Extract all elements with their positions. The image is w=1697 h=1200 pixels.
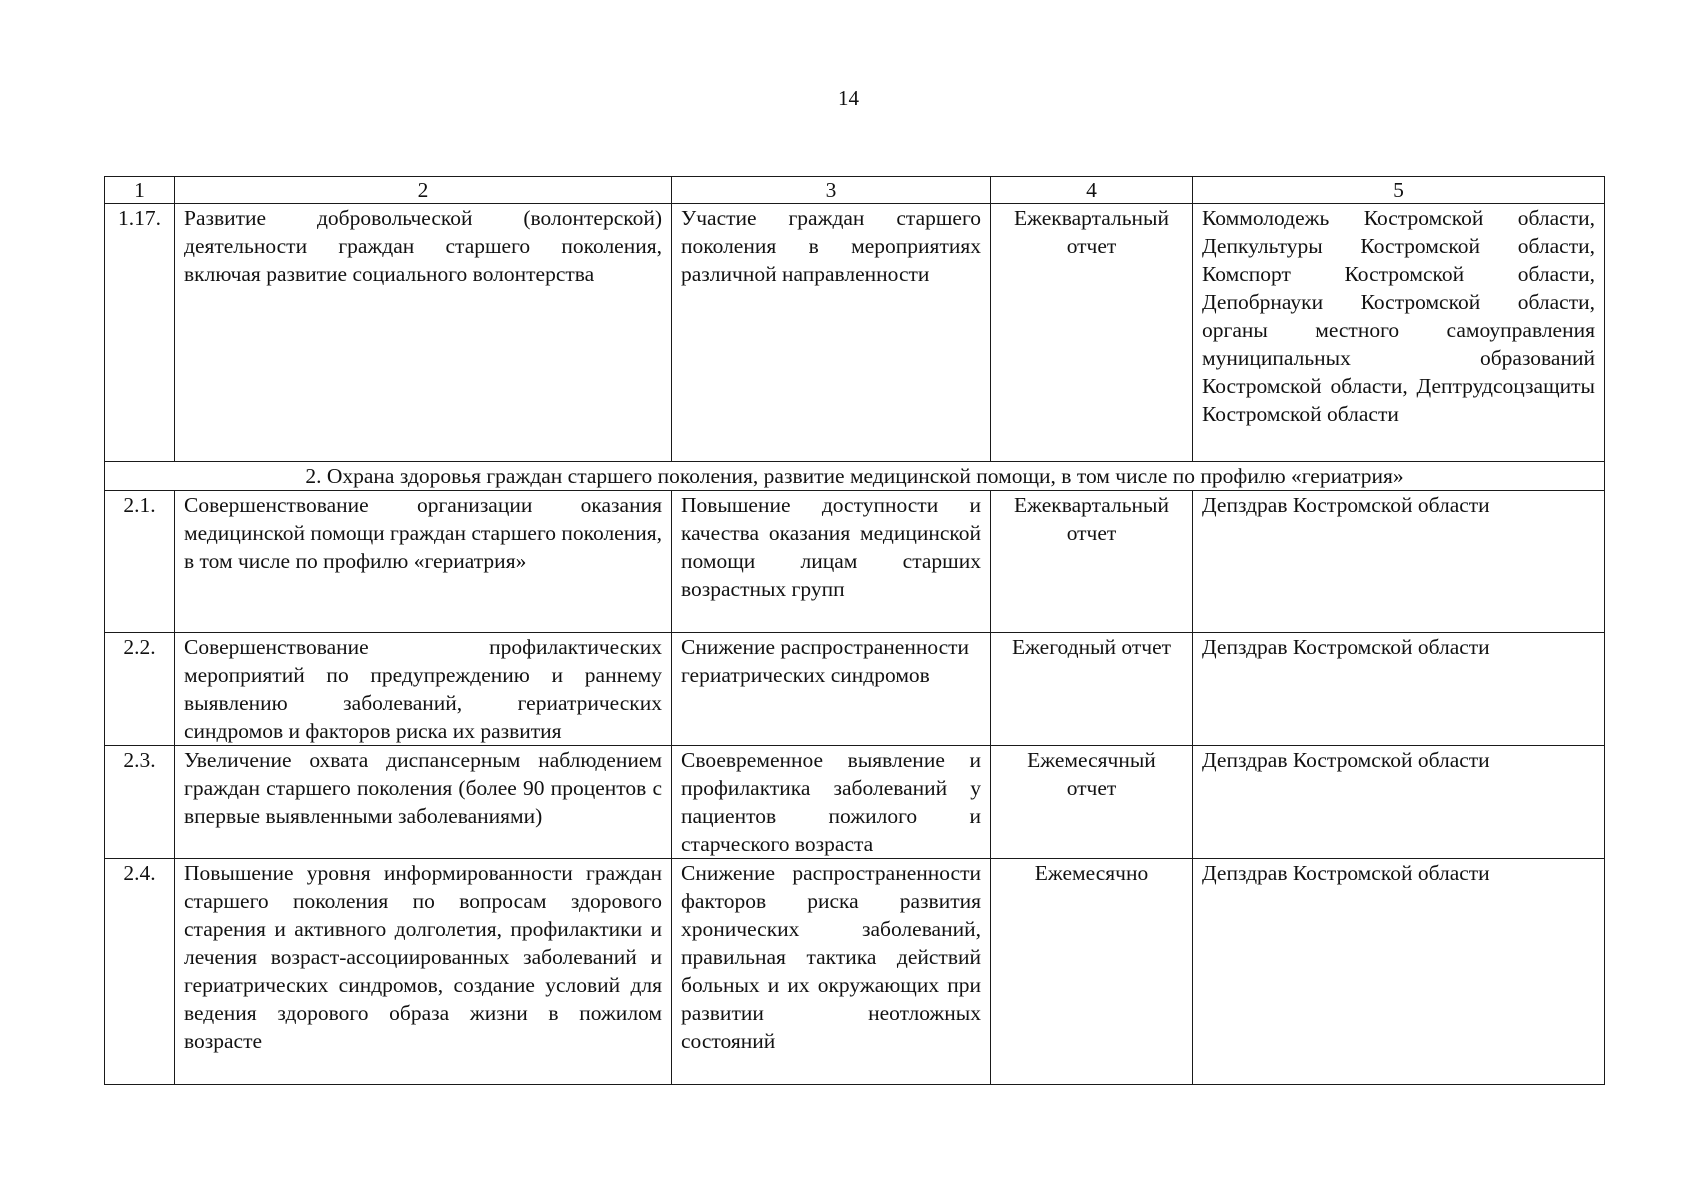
result-cell: Повышение доступности и качества оказания медицинской помощи лицам старших возрастных групп [672,491,991,633]
executors-cell: Депздрав Костромской области [1193,746,1605,859]
column-header-3: 3 [672,177,991,204]
section-heading-row [105,462,1605,491]
table-row-2-2 [105,633,1605,746]
period-cell: Ежеквартальный отчет [991,491,1193,633]
period-cell: Ежегодный отчет [991,633,1193,746]
result-cell: Участие граждан старшего поколения в мероприятиях различной направленности [672,204,991,462]
period-cell: Ежемесячный отчет [991,746,1193,859]
table-row-1-17 [105,204,1605,462]
row-number: 1.17. [105,204,175,462]
period-cell: Ежемесячно [991,859,1193,1085]
period-cell: Ежеквартальный отчет [991,204,1193,462]
column-header-2: 2 [175,177,672,204]
result-cell: Снижение распространенности факторов риска развития хронических заболеваний, правильная тактика действий больных и их окружающих при развитии неотложных состояний [672,859,991,1085]
measure-cell: Увеличение охвата диспансерным наблюдением граждан старшего поколения (более 90 процентов с впервые выявленными заболеваниями) [175,746,672,859]
table-row-2-3 [105,746,1605,859]
executors-cell: Коммолодежь Костромской области, Депкультуры Костромской области, Комспорт Костромской области, Депобрнауки Костромской области, органы местного самоуправления муниципальных образований Костромской области, Дептрудсоцзащиты Костромской области [1193,204,1605,462]
row-number: 2.2. [105,633,175,746]
row-number: 2.3. [105,746,175,859]
executors-cell: Депздрав Костромской области [1193,859,1605,1085]
row-number: 2.4. [105,859,175,1085]
result-cell: Своевременное выявление и профилактика заболеваний у пациентов пожилого и старческого возраста [672,746,991,859]
result-cell: Снижение распространенности гериатрических синдромов [672,633,991,746]
table-row-2-1 [105,491,1605,633]
column-header-1: 1 [105,177,175,204]
executors-cell: Депздрав Костромской области [1193,491,1605,633]
column-header-4: 4 [991,177,1193,204]
measure-cell: Совершенствование профилактических мероприятий по предупреждению и раннему выявлению заболеваний, гериатрических синдромов и факторов риска их развития [175,633,672,746]
column-header-5: 5 [1193,177,1605,204]
measure-cell: Совершенствование организации оказания медицинской помощи граждан старшего поколения, в том числе по профилю «гериатрия» [175,491,672,633]
page-number: 14 [838,86,859,110]
table-row-2-4 [105,859,1605,1085]
table-header-row [105,177,1605,204]
measure-cell: Повышение уровня информированности граждан старшего поколения по вопросам здорового старения и активного долголетия, профилактики и лечения возраст-ассоциированных заболеваний и гериатрических синдромов, создание условий для ведения здорового образа жизни в пожилом возрасте [175,859,672,1085]
executors-cell: Депздрав Костромской области [1193,633,1605,746]
measure-cell: Развитие добровольческой (волонтерской) деятельности граждан старшего поколения, включая развитие социального волонтерства [175,204,672,462]
section-2-title: 2. Охрана здоровья граждан старшего поколения, развитие медицинской помощи, в том числе по профилю «гериатрия» [105,462,1605,491]
row-number: 2.1. [105,491,175,633]
measures-table [104,176,1605,1085]
